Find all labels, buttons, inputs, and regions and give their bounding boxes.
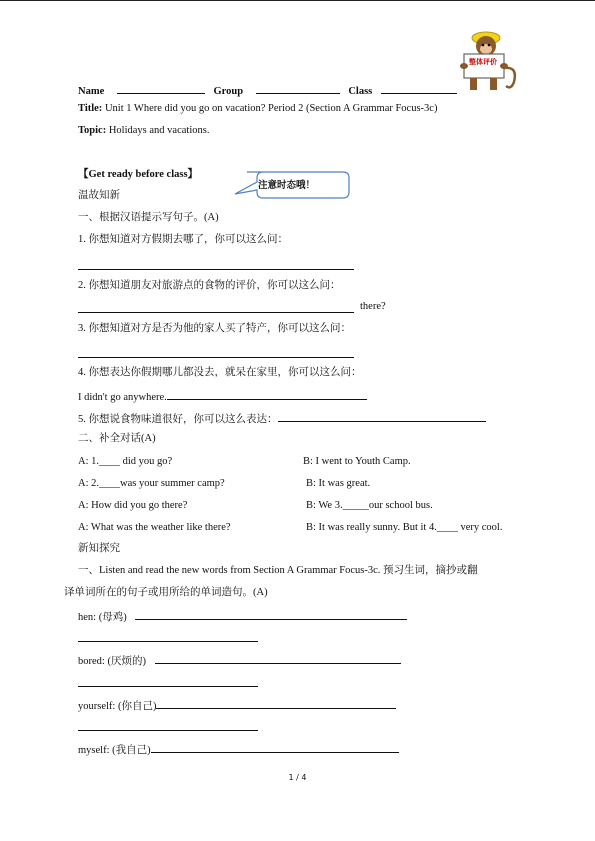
- question-3: 3. 你想知道对方是否为他的家人买了特产，你可以这么问：: [78, 323, 351, 334]
- word-bored-line[interactable]: [155, 652, 401, 664]
- answer-line-2[interactable]: [78, 312, 354, 313]
- word-hen-line-2[interactable]: [78, 641, 258, 642]
- word-yourself-line[interactable]: [156, 697, 396, 709]
- section-heading-new: 新知探究: [78, 543, 120, 554]
- question-5: [78, 410, 486, 427]
- title-label: Title:: [78, 103, 103, 114]
- section-heading-ready: 【Get ready before class】: [78, 169, 199, 180]
- topic-text: Holidays and vacations.: [106, 125, 210, 136]
- answer-line-3[interactable]: [78, 357, 354, 358]
- topic-label: Topic:: [78, 125, 107, 136]
- dialogue-a-4: A: What was the weather like there?: [78, 522, 231, 533]
- dialogue-b-4: B: It was really sunny. But it 4.____ very cool.: [306, 522, 503, 533]
- word-hen-label: hen: (母鸡): [78, 612, 127, 623]
- question-5-text: 5. 你想说食物味道很好，你可以这么表达：: [78, 414, 278, 425]
- word-myself: [78, 741, 399, 758]
- answer-line-1[interactable]: [78, 269, 354, 270]
- question-1: 1. 你想知道对方假期去哪了，你可以这么问：: [78, 234, 288, 245]
- badge-text: 整体评价: [469, 58, 497, 66]
- title-text: Unit 1 Where did you go on vacation? Period 2 (Section A Grammar Focus-3c): [102, 103, 438, 114]
- group-label: Group: [213, 86, 244, 97]
- class-label: Class: [348, 86, 373, 97]
- dialogue-a-1: A: 1.____ did you go?: [78, 456, 173, 467]
- topic-line: [78, 124, 209, 138]
- word-bored: [78, 652, 401, 669]
- word-yourself-label: yourself: (你自己): [78, 701, 157, 712]
- dialogue-b-2: B: It was great.: [306, 478, 371, 489]
- answer-line-5[interactable]: [278, 410, 486, 422]
- name-field[interactable]: [117, 82, 205, 94]
- word-hen-line[interactable]: [135, 608, 407, 620]
- word-myself-line[interactable]: [151, 741, 399, 753]
- instruction-line-2: 译单词所在的句子或用所给的单词造句。(A): [64, 587, 268, 598]
- word-hen: [78, 608, 407, 625]
- instruction-line-1: 一、Listen and read the new words from Section A Grammar Focus-3c. 预习生词，摘抄或翻: [78, 565, 478, 576]
- dialogue-b-1: B: I went to Youth Camp.: [303, 456, 411, 467]
- name-label: Name: [78, 86, 105, 97]
- question-2-tail: there?: [360, 301, 386, 312]
- page-top-border: [0, 0, 595, 1]
- answer-line-4[interactable]: [167, 388, 367, 400]
- dialogue-a-2: A: 2.____was your summer camp?: [78, 478, 225, 489]
- part1-heading: 一、根据汉语提示写句子。(A): [78, 212, 219, 223]
- header-row: [78, 82, 457, 99]
- bubble-note: 注意时态哦！: [258, 180, 316, 191]
- question-4-answer-text: I didn't go anywhere.: [78, 392, 167, 403]
- word-myself-label: myself: (我自己): [78, 745, 151, 756]
- question-4: 4. 你想表达你假期哪儿都没去，就呆在家里，你可以这么问：: [78, 367, 362, 378]
- part2-heading: 二、补全对话(A): [78, 433, 156, 444]
- class-field[interactable]: [381, 82, 457, 94]
- dialogue-a-3: A: How did you go there?: [78, 500, 188, 511]
- title-line: [78, 102, 437, 116]
- page-number: 1 / 4: [288, 773, 307, 782]
- word-yourself-line-2[interactable]: [78, 730, 258, 731]
- word-bored-label: bored: (厌烦的): [78, 656, 146, 667]
- question-2: 2. 你想知道朋友对旅游点的食物的评价，你可以这么问：: [78, 280, 341, 291]
- word-bored-line-2[interactable]: [78, 686, 258, 687]
- review-label: 温故知新: [78, 190, 120, 201]
- word-yourself: [78, 697, 396, 714]
- question-4-answer: [78, 388, 367, 405]
- group-field[interactable]: [256, 82, 340, 94]
- dialogue-b-3: B: We 3._____our school bus.: [306, 500, 433, 511]
